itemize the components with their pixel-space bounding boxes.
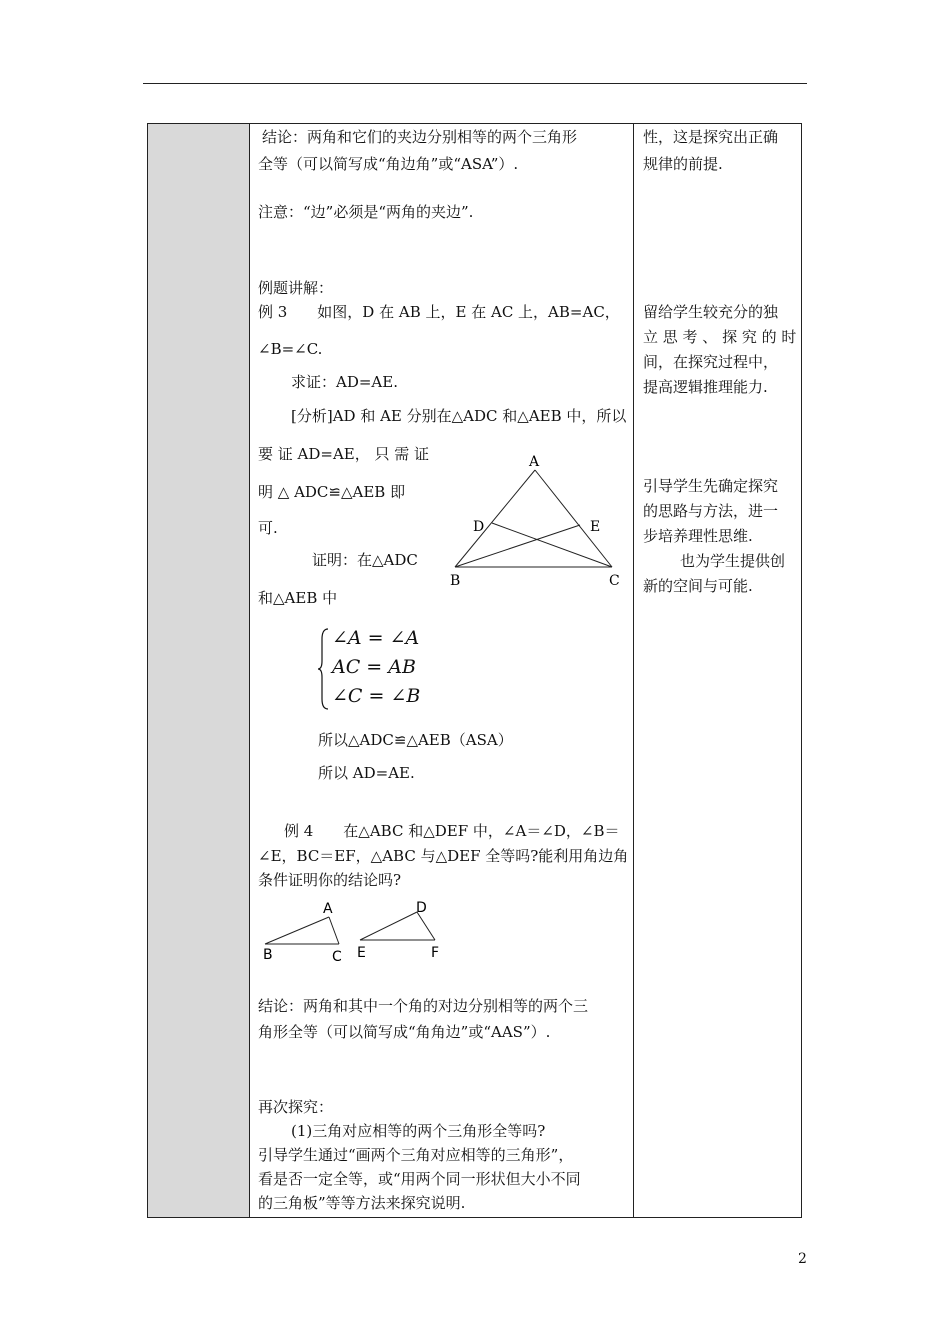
explore-guide-2: 看是否一定全等，或“用两个同一形状但大小不同	[258, 1170, 581, 1188]
two-triangles-figure	[255, 895, 455, 965]
example-3-analysis-1: [分析]AD 和 AE 分别在△ADC 和△AEB 中，所以	[291, 407, 627, 425]
equation-line-1: ∠A = ∠A	[332, 627, 420, 649]
note-text: 注意：“边”必须是“两角的夹边”.	[258, 203, 474, 221]
example-4-line-2: ∠E，BC＝EF，△ABC 与△DEF 全等吗?能利用角边角	[258, 847, 629, 865]
triangle-figure-ade	[440, 445, 630, 595]
label-2-b: B	[263, 947, 273, 963]
example-3-proof-2: 和△AEB 中	[258, 589, 338, 607]
example-3-analysis-3: 明 △ ADC≌△AEB 即	[258, 483, 406, 501]
right-note-2c: 间，在探究过程中，	[643, 353, 779, 371]
label-2-d: D	[416, 900, 427, 916]
example-3-line-1: 例 3 如图，D 在 AB 上，E 在 AC 上，AB=AC，	[258, 303, 620, 321]
example-3-therefore-1: 所以△ADC≌△AEB（ASA）	[318, 731, 513, 749]
conclusion-2-line-2: 角形全等（可以简写成“角角边”或“AAS”）.	[258, 1023, 551, 1041]
label-e: E	[590, 519, 601, 535]
example-3-analysis-4: 可.	[258, 519, 278, 537]
label-b: B	[450, 573, 461, 589]
example-4-line-3: 条件证明你的结论吗?	[258, 871, 402, 889]
right-note-2d: 提高逻辑推理能力.	[643, 378, 768, 396]
left-column	[148, 124, 250, 1217]
label-2-a: A	[323, 901, 333, 917]
label-a: A	[529, 454, 540, 470]
column-divider	[633, 124, 634, 1217]
label-d: D	[473, 519, 485, 535]
label-2-c: C	[332, 949, 342, 965]
explore-guide-1: 引导学生通过“画两个三角对应相等的三角形”，	[258, 1146, 574, 1164]
example-3-prove: 求证：AD=AE.	[291, 373, 398, 391]
equation-line-3: ∠C = ∠B	[332, 685, 421, 707]
right-note-3b: 的思路与方法，进一	[643, 502, 779, 520]
conclusion-1-line-2: 全等（可以简写成“角边角”或“ASA”）.	[258, 155, 519, 173]
right-note-3d: 也为学生提供创	[680, 552, 786, 570]
label-2-f: F	[431, 945, 440, 961]
right-note-2a: 留给学生较充分的独	[643, 303, 779, 321]
example-4-line-1: 例 4 在△ABC 和△DEF 中，∠A＝∠D，∠B＝	[284, 822, 620, 840]
example-3-therefore-2: 所以 AD=AE.	[318, 764, 415, 782]
right-note-1b: 规律的前提.	[643, 155, 723, 173]
explore-question-1: (1)三角对应相等的两个三角形全等吗?	[291, 1122, 546, 1140]
right-note-2b: 立 思 考 、 探 究 的 时	[643, 328, 797, 346]
explore-heading: 再次探究：	[258, 1098, 334, 1116]
examples-heading: 例题讲解：	[258, 279, 334, 297]
label-c: C	[609, 573, 620, 589]
example-3-proof-1: 证明：在△ADC	[312, 551, 418, 569]
label-2-e: E	[357, 945, 366, 961]
conclusion-1-line-1: 结论：两角和它们的夹边分别相等的两个三角形	[262, 128, 578, 146]
right-note-3c: 步培养理性思维.	[643, 527, 753, 545]
example-3-line-2: ∠B=∠C.	[258, 340, 323, 358]
header-rule	[143, 83, 807, 84]
explore-guide-3: 的三角板”等等方法来探究说明.	[258, 1194, 466, 1212]
equation-line-2: AC = AB	[332, 656, 416, 678]
conclusion-2-line-1: 结论：两角和其中一个角的对边分别相等的两个三	[258, 997, 589, 1015]
right-note-1a: 性，这是探究出正确	[643, 128, 779, 146]
example-3-analysis-2: 要 证 AD=AE， 只 需 证	[258, 445, 430, 463]
right-note-3e: 新的空间与可能.	[643, 577, 753, 595]
page-number: 2	[798, 1251, 807, 1267]
lesson-table	[147, 123, 802, 1218]
right-note-3a: 引导学生先确定探究	[643, 477, 779, 495]
